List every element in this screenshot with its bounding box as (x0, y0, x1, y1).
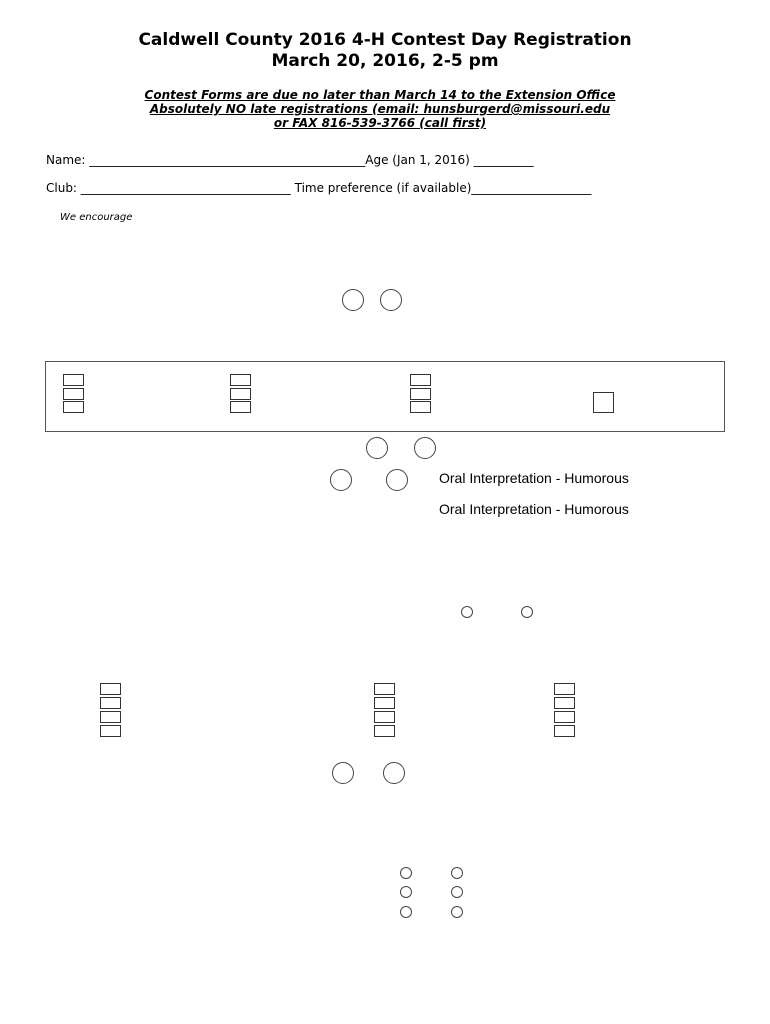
radio-option-small[interactable] (400, 867, 412, 879)
form-title: Caldwell County 2016 4-H Contest Day Registration (138, 30, 632, 50)
checkbox[interactable] (100, 725, 121, 737)
checkbox[interactable] (554, 725, 575, 737)
checkbox[interactable] (410, 401, 431, 413)
radio-option-small-a[interactable] (461, 606, 473, 618)
oral-interpretation-label: Oral Interpretation - Humorous (439, 470, 629, 486)
checkbox[interactable] (100, 711, 121, 723)
radio-option-3a[interactable] (330, 469, 352, 491)
radio-option-small[interactable] (451, 906, 463, 918)
encourage-text: We encourage (60, 212, 133, 223)
checkbox[interactable] (593, 392, 614, 413)
checkbox[interactable] (374, 725, 395, 737)
checkbox[interactable] (230, 401, 251, 413)
radio-option-2a[interactable] (366, 437, 388, 459)
checkbox[interactable] (63, 401, 84, 413)
radio-option-3b[interactable] (386, 469, 408, 491)
name-age-field[interactable]: Name: ______________________________________________Age (Jan 1, 2016) __________ (46, 153, 534, 167)
checkbox[interactable] (410, 374, 431, 386)
checkbox[interactable] (230, 374, 251, 386)
checkbox[interactable] (230, 388, 251, 400)
radio-option-2b[interactable] (414, 437, 436, 459)
radio-option-1b[interactable] (380, 289, 402, 311)
deadline-notice: Contest Forms are due no later than March 14 to the Extension Office (144, 88, 616, 102)
checkbox[interactable] (374, 683, 395, 695)
checkbox[interactable] (410, 388, 431, 400)
radio-option-small[interactable] (400, 906, 412, 918)
checkbox[interactable] (100, 683, 121, 695)
late-registration-notice: Absolutely NO late registrations (email: hunsburgerd@missouri.edu (149, 102, 611, 116)
radio-option-4b[interactable] (383, 762, 405, 784)
checkbox[interactable] (63, 374, 84, 386)
checkbox[interactable] (100, 697, 121, 709)
radio-option-small[interactable] (451, 886, 463, 898)
club-time-field[interactable]: Club: ___________________________________ Time preference (if available)____________________ (46, 181, 592, 195)
checkbox[interactable] (554, 697, 575, 709)
radio-option-small[interactable] (400, 886, 412, 898)
radio-option-1a[interactable] (342, 289, 364, 311)
checkbox[interactable] (374, 697, 395, 709)
checkbox[interactable] (374, 711, 395, 723)
contest-selection-box (45, 361, 725, 432)
event-date: March 20, 2016, 2-5 pm (271, 51, 499, 71)
fax-notice: or FAX 816-539-3766 (call first) (273, 116, 487, 130)
checkbox[interactable] (554, 711, 575, 723)
checkbox[interactable] (63, 388, 84, 400)
oral-interpretation-label: Oral Interpretation - Humorous (439, 501, 629, 517)
radio-option-small-b[interactable] (521, 606, 533, 618)
checkbox[interactable] (554, 683, 575, 695)
radio-option-4a[interactable] (332, 762, 354, 784)
radio-option-small[interactable] (451, 867, 463, 879)
